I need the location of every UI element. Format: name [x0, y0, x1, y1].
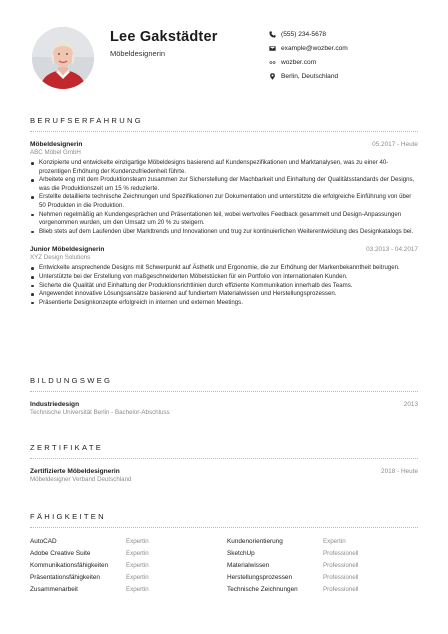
job-title: Möbeldesignerin — [110, 49, 166, 58]
contact-email-text: example@wozber.com — [281, 45, 348, 53]
entry-issuer: Möbeldesigner Verband Deutschland — [30, 476, 132, 483]
contact-location-text: Berlin, Deutschland — [281, 72, 339, 80]
skill-name: Präsentationsfähigkeiten — [30, 574, 100, 581]
contact-email[interactable] — [269, 42, 348, 56]
skills-section — [30, 512, 418, 594]
skills-grid — [30, 537, 418, 594]
bullet-item: Nehmen regelmäßig an Kundengesprächen und Präsentationen teil, wobei wertvolles Feedback gesammelt und Design-Anpassungen vorgenommen wurden, um den Umsatz um 20 % zu steigern. — [30, 211, 418, 228]
skill-level: Professionell — [323, 574, 359, 581]
entry-header — [30, 141, 418, 148]
bullet-item: Erstellte detaillierte technische Zeichnungen und Spezifikationen zur Dokumentation und unterstützte die erfolgreiche Einführung von über 50 Produkten in die Produktion. — [30, 193, 418, 210]
entry-role: Möbeldesignerin — [30, 141, 83, 148]
skill-name: Technische Zeichnungen — [227, 586, 298, 593]
entry-date: 2018 - Heute — [381, 468, 418, 475]
skill-level: Expertin — [126, 574, 149, 581]
bullet-item: Arbeitete eng mit dem Produktionsteam zusammen zur Sicherstellung der Machbarkeit und Einhaltung der Qualitätsstandards der Designs, was die Produktionszeit um 15 % reduzierte. — [30, 176, 418, 193]
entry-header — [30, 246, 418, 253]
bullet-item: Präsentierte Designkonzepte erfolgreich in internen und externen Meetings. — [30, 299, 418, 308]
certificates-section — [30, 443, 418, 483]
education-section — [30, 376, 418, 416]
skill-name: AutoCAD — [30, 538, 57, 545]
experience-section — [30, 116, 418, 307]
phone-icon — [269, 31, 281, 38]
skill-name: Adobe Creative Suite — [30, 550, 91, 557]
email-icon — [269, 45, 281, 52]
skill-level: Expertin — [126, 562, 149, 569]
education-entry — [30, 401, 418, 416]
bullet-item: Angewendet innovative Lösungsansätze basierend auf fundiertem Materialwissen und Herstellungsprozessen. — [30, 290, 418, 299]
skill-level: Professionell — [323, 562, 359, 569]
skill-level: Expertin — [126, 586, 149, 593]
entry-bullet-list — [30, 264, 418, 307]
education-heading: BILDUNGSWEG — [30, 376, 418, 392]
skill-level: Expertin — [126, 550, 149, 557]
entry-date: 05.2017 - Heute — [372, 141, 418, 148]
contact-list — [269, 28, 348, 83]
entry-certificate: Zertifizierte Möbeldesignerin — [30, 468, 120, 475]
entry-institution: Technische Universität Berlin - Bachelor-Abschluss — [30, 409, 170, 416]
certificate-entry — [30, 468, 418, 483]
location-pin-icon — [269, 73, 281, 80]
skills-heading: FÄHIGKEITEN — [30, 512, 418, 528]
skill-name: Zusammenarbeit — [30, 586, 78, 593]
resume-header — [30, 0, 418, 100]
entry-degree: Industriedesign — [30, 401, 80, 408]
bullet-item: Konzipierte und entwickelte einzigartige Möbeldesigns basierend auf Kundenspezifikationen und Marktanalysen, was zu einer 40-prozentigen Erhöhung der Kundenzufriedenheit führte. — [30, 159, 418, 176]
entry-role: Junior Möbeldesignerin — [30, 246, 105, 254]
bullet-item: Blieb stets auf dem Laufenden über Markttrends und Innovationen und trug zur kontinuierlichen Weiterentwicklung des Designkatalogs bei. — [30, 228, 418, 237]
contact-website-text: wozber.com — [281, 58, 317, 66]
bullet-item: Entwickelte ansprechende Designs mit Schwerpunkt auf Ästhetik und Ergonomie, die zur Erhöhung der Markenbekanntheit beitrugen. — [30, 264, 418, 273]
entry-header — [30, 468, 418, 475]
experience-entry — [30, 246, 418, 307]
skill-name: Kundenorientierung — [227, 538, 283, 545]
skill-level: Professionell — [323, 586, 359, 593]
skill-name: Materialwissen — [227, 562, 270, 569]
entry-bullet-list — [30, 159, 418, 236]
link-icon — [269, 59, 281, 66]
profile-photo — [32, 27, 94, 89]
contact-location — [269, 69, 348, 83]
experience-heading: BERUFSERFAHRUNG — [30, 116, 418, 132]
contact-website[interactable] — [269, 56, 348, 70]
entry-date: 2013 — [403, 401, 418, 408]
skill-name: Kommunikationsfähigkeiten — [30, 562, 109, 569]
entry-organization: ABC Möbel GmbH — [30, 149, 81, 156]
contact-phone — [269, 28, 348, 42]
contact-phone-text: (555) 234-5678 — [281, 31, 327, 39]
skill-name: SketchUp — [227, 550, 255, 557]
entry-header — [30, 401, 418, 408]
entry-date: 03.2013 - 04.2017 — [366, 246, 418, 254]
person-name: Lee Gakstädter — [110, 29, 218, 45]
skill-level: Professionell — [323, 550, 359, 557]
experience-entry — [30, 141, 418, 236]
profile-photo-illustration — [32, 27, 94, 89]
skill-name: Herstellungsprozessen — [227, 574, 293, 581]
bullet-item: Unterstützte bei der Erstellung von maßgeschneiderten Möbelstücken für ein Portfolio von internationalen Kunden. — [30, 273, 418, 282]
skill-level: Expertin — [323, 538, 346, 545]
certificates-heading: ZERTIFIKATE — [30, 443, 418, 459]
bullet-item: Sicherte die Qualität und Einhaltung der Produktionsrichtlinien durch effiziente Kommunikation innerhalb des Teams. — [30, 282, 418, 291]
entry-organization: XYZ Design Solutions — [30, 254, 91, 262]
skill-level: Expertin — [126, 538, 149, 545]
